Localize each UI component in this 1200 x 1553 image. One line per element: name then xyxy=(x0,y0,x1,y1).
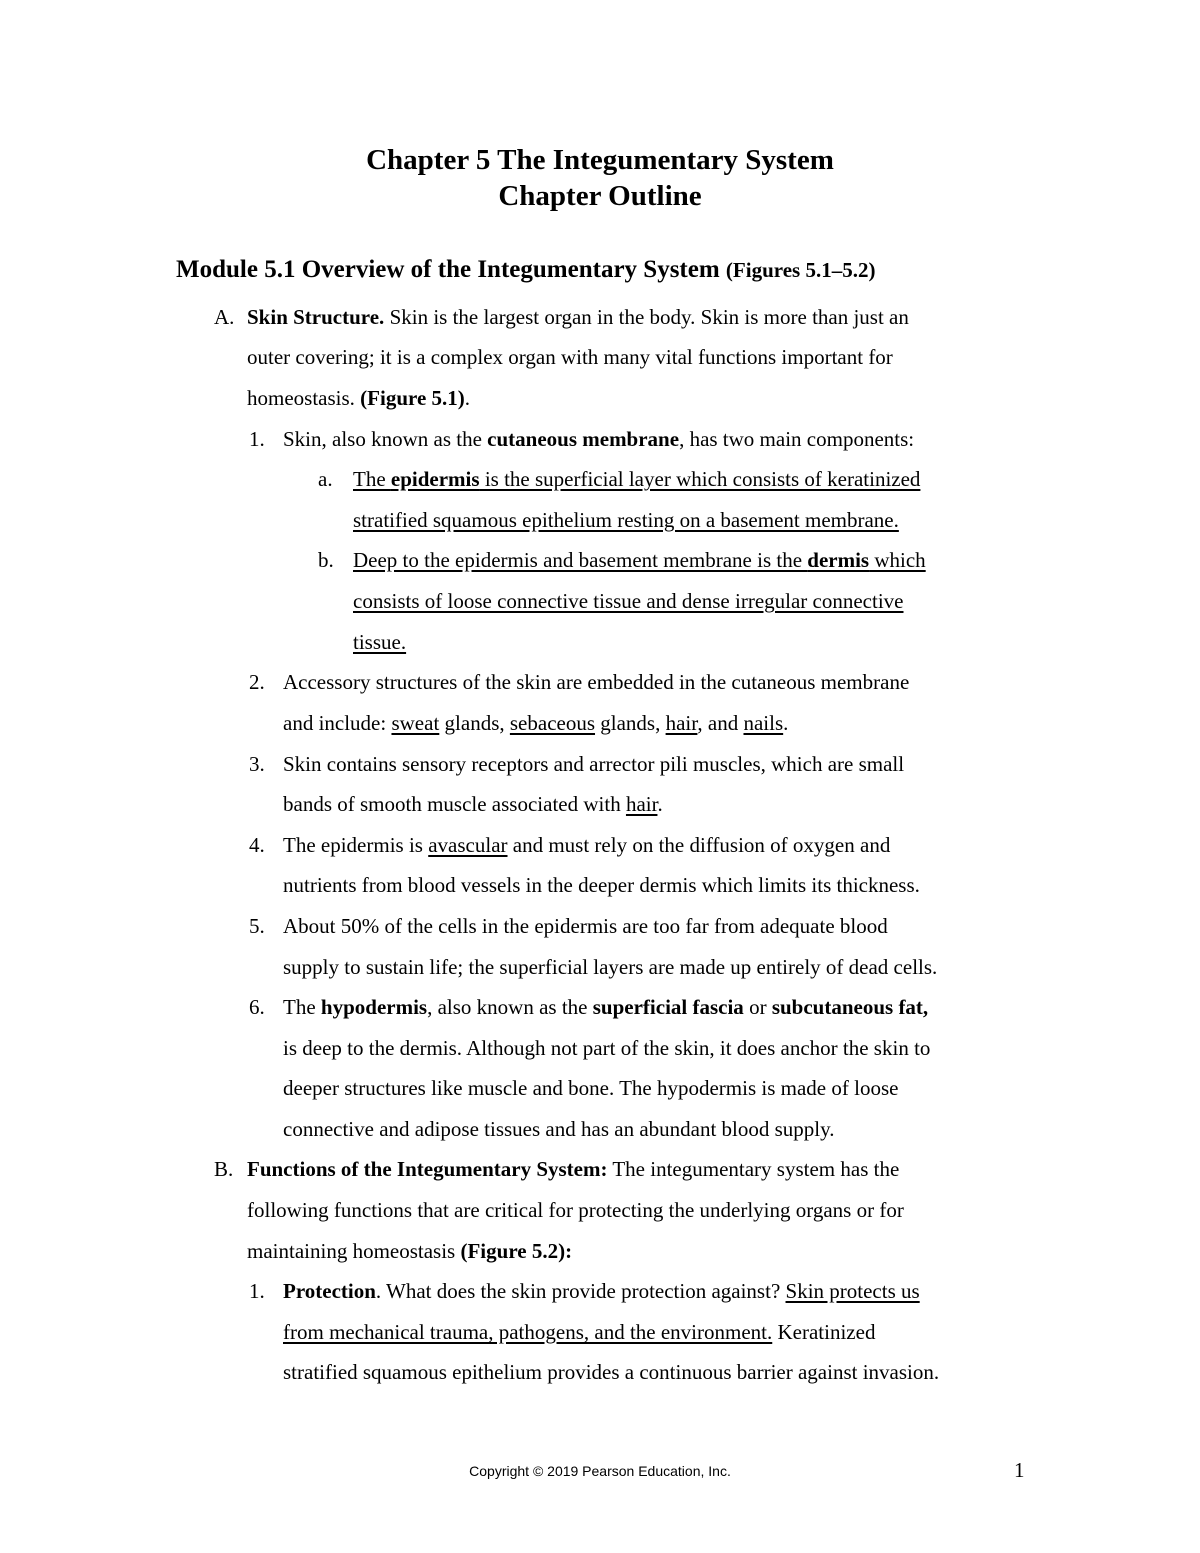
item-a4-post: and must rely on the diffusion of oxygen and xyxy=(507,833,891,857)
item-a6-mid: , also known as the xyxy=(427,995,593,1019)
page-number: 1 xyxy=(1014,1458,1025,1482)
item-a4-label: 4. xyxy=(249,833,265,857)
section-b-text3: maintaining homeostasis xyxy=(247,1239,461,1263)
protection-term: Protection xyxy=(283,1279,376,1303)
section-b-line3 xyxy=(247,1239,572,1263)
item-a1a-label: a. xyxy=(318,467,333,491)
section-b-line2: following functions that are critical for protecting the underlying organs or for xyxy=(247,1198,904,1222)
subcutaneous-fat-term: subcutaneous fat, xyxy=(771,995,929,1019)
item-a4-line2: nutrients from blood vessels in the deeper dermis which limits its thickness. xyxy=(283,873,920,897)
item-a1-post: , has two main components: xyxy=(679,427,915,451)
section-a-end: . xyxy=(464,386,471,410)
item-a6-label: 6. xyxy=(249,995,265,1019)
item-a2-line2 xyxy=(283,711,788,735)
item-a1a-post: is the superficial layer which consists of keratinized xyxy=(479,467,921,491)
item-a5-label: 5. xyxy=(249,914,265,938)
item-a1b-line2: consists of loose connective tissue and dense irregular connective xyxy=(353,589,904,613)
item-a2-end: . xyxy=(783,711,789,735)
item-a6-line2: is deep to the dermis. Although not part of the skin, it does anchor the skin to xyxy=(283,1036,931,1060)
item-a1-line1 xyxy=(283,427,914,451)
item-b1-underlined-2: from mechanical trauma, pathogens, and the environment. xyxy=(283,1320,773,1344)
item-a6-line3: deeper structures like muscle and bone. The hypodermis is made of loose xyxy=(283,1076,899,1100)
module-figures: (Figures 5.1–5.2) xyxy=(725,258,876,282)
item-a5-line1: About 50% of the cells in the epidermis are too far from adequate blood xyxy=(283,914,888,938)
item-a2-sep3: , and xyxy=(697,711,744,735)
item-a2-line1: Accessory structures of the skin are embedded in the cutaneous membrane xyxy=(283,670,910,694)
item-a1a-pre: The xyxy=(353,467,391,491)
section-a-figure-ref: (Figure 5.1) xyxy=(360,386,465,410)
item-a3-end: . xyxy=(657,792,663,816)
item-a6-line4: connective and adipose tissues and has an abundant blood supply. xyxy=(283,1117,835,1141)
item-a3-line2 xyxy=(283,792,663,816)
section-b-text1: The integumentary system has the xyxy=(607,1157,900,1181)
superficial-fascia-term: superficial fascia xyxy=(592,995,744,1019)
dermis-term: dermis xyxy=(807,548,870,572)
item-a6-or: or xyxy=(743,995,772,1019)
item-a3-line1: Skin contains sensory receptors and arrector pili muscles, which are small xyxy=(283,752,905,776)
section-a-label: A. xyxy=(214,305,235,329)
hair-term-2: hair xyxy=(625,792,658,816)
item-a2-pre: and include: xyxy=(283,711,392,735)
item-a2-sep2: glands, xyxy=(595,711,666,735)
item-a2-sep1: glands, xyxy=(439,711,510,735)
sweat-term: sweat xyxy=(391,711,440,735)
section-b-line1 xyxy=(247,1157,899,1181)
item-b1-line1 xyxy=(283,1279,920,1303)
chapter-subtitle: Chapter Outline xyxy=(498,180,702,212)
hypodermis-term: hypodermis xyxy=(320,995,428,1019)
nails-term: nails xyxy=(743,711,784,735)
item-a6-pre: The xyxy=(283,995,321,1019)
item-a6-line1 xyxy=(283,995,928,1019)
item-b1-line2-post: Keratinized xyxy=(772,1320,876,1344)
item-a1b-label: b. xyxy=(318,548,334,572)
item-b1-post: . What does the skin provide protection against? xyxy=(375,1279,786,1303)
copyright-footer: Copyright © 2019 Pearson Education, Inc. xyxy=(469,1463,731,1479)
item-a1a-line2: stratified squamous epithelium resting on a basement membrane. xyxy=(353,508,899,532)
sebaceous-term: sebaceous xyxy=(509,711,596,735)
item-b1-line2 xyxy=(283,1320,875,1344)
item-a1-pre: Skin, also known as the xyxy=(283,427,488,451)
item-a1b-pre: Deep to the epidermis and basement membrane is the xyxy=(353,548,808,572)
hair-term: hair xyxy=(665,711,698,735)
item-a3-label: 3. xyxy=(249,752,265,776)
item-b1-underlined-1: Skin protects us xyxy=(785,1279,920,1303)
section-a-text3: homeostasis. xyxy=(247,386,361,410)
section-a-line3 xyxy=(247,386,470,410)
item-a1a-line1 xyxy=(353,467,920,491)
item-a1b-line1 xyxy=(353,548,926,572)
section-a-text1: Skin is the largest organ in the body. Skin is more than just an xyxy=(384,305,909,329)
item-a2-label: 2. xyxy=(249,670,265,694)
section-b-title: Functions of the Integumentary System: xyxy=(247,1157,608,1181)
item-a1b-post: which xyxy=(869,548,926,572)
item-b1-label: 1. xyxy=(249,1279,265,1303)
chapter-title: Chapter 5 The Integumentary System xyxy=(366,144,834,176)
avascular-term: avascular xyxy=(428,833,508,857)
cutaneous-membrane-term: cutaneous membrane xyxy=(487,427,680,451)
module-heading xyxy=(176,258,875,282)
epidermis-term: epidermis xyxy=(390,467,480,491)
item-b1-line3: stratified squamous epithelium provides a continuous barrier against invasion. xyxy=(283,1360,940,1384)
item-a1-label: 1. xyxy=(249,427,265,451)
item-a5-line2: supply to sustain life; the superficial layers are made up entirely of dead cells. xyxy=(283,955,938,979)
section-a-title: Skin Structure. xyxy=(247,305,385,329)
section-a-line2: outer covering; it is a complex organ with many vital functions important for xyxy=(247,345,893,369)
item-a4-line1 xyxy=(283,833,890,857)
section-a-line1 xyxy=(247,305,909,329)
item-a1b-line3: tissue. xyxy=(353,630,407,654)
section-b-label: B. xyxy=(214,1157,234,1181)
section-b-figure-ref: (Figure 5.2): xyxy=(460,1239,573,1263)
item-a4-pre: The epidermis is xyxy=(283,833,429,857)
module-title: Module 5.1 Overview of the Integumentary System xyxy=(176,256,720,283)
item-a3-pre: bands of smooth muscle associated with xyxy=(283,792,626,816)
